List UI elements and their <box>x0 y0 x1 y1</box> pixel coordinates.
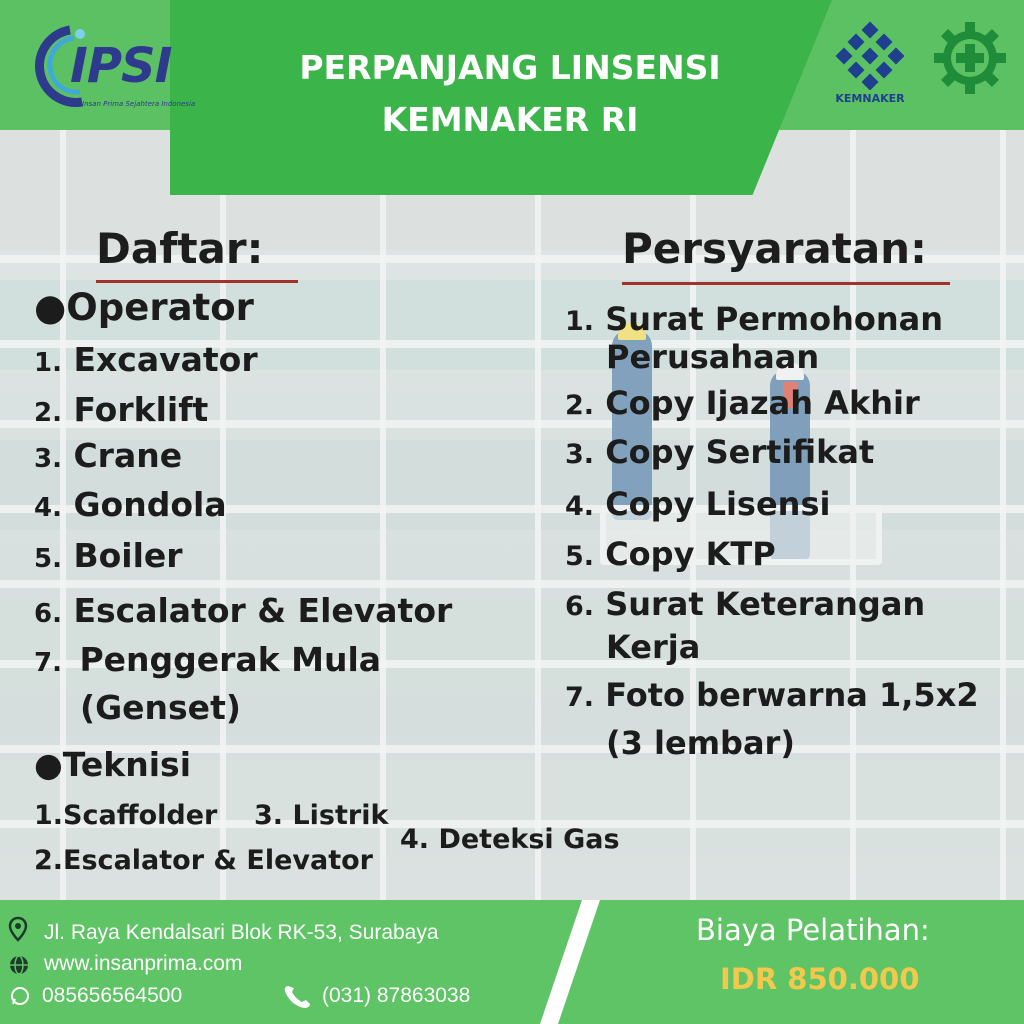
requirement-item-1: 1. Surat Permohonan <box>565 300 944 338</box>
list-item-operator-1: 1. Excavator <box>34 340 258 379</box>
bullet-icon: ● <box>34 286 67 329</box>
list-item-operator-6: 6. Escalator & Elevator <box>34 591 453 630</box>
price-value: IDR 850.000 <box>720 962 920 996</box>
list-item-teknisi-3: 3. Listrik <box>254 800 389 831</box>
teknisi-label: ●Teknisi <box>34 745 192 784</box>
logo-tagline: Insan Prima Sejahtera Indonesia <box>82 100 196 108</box>
kemnaker-logo <box>830 20 910 115</box>
list-item-operator-2: 2. Forklift <box>34 390 209 429</box>
price-label: Biaya Pelatihan: <box>696 913 930 947</box>
requirement-item-3: 3. Copy Sertifikat <box>565 433 875 471</box>
globe-icon <box>8 954 30 976</box>
list-item-teknisi-4: 4. Deteksi Gas <box>400 824 620 855</box>
requirement-item-4: 4. Copy Lisensi <box>565 485 831 523</box>
requirement-item-6-cont: Kerja <box>606 628 701 666</box>
requirement-item-5: 5. Copy KTP <box>565 535 776 573</box>
phone-icon <box>282 982 316 1010</box>
persyaratan-heading: Persyaratan: <box>622 224 927 273</box>
whatsapp-icon <box>10 986 30 1006</box>
list-item-operator-5: 5. Boiler <box>34 536 183 575</box>
phone-number[interactable]: (031) 87863038 <box>322 984 471 1007</box>
title-line-2: KEMNAKER RI <box>381 100 639 139</box>
address-text: Jl. Raya Kendalsari Blok RK-53, Surabaya <box>44 921 439 944</box>
list-item-teknisi-2: 2.Escalator & Elevator <box>34 845 373 876</box>
requirement-item-7-cont: (3 lembar) <box>606 724 795 762</box>
title-line-1: PERPANJANG LINSENSI <box>299 48 721 87</box>
daftar-underline <box>96 280 298 283</box>
whatsapp-number[interactable]: 085656564500 <box>42 984 183 1007</box>
list-item-operator-3: 3. Crane <box>34 436 183 475</box>
kemnaker-emblem-icon <box>830 20 910 90</box>
requirement-item-2: 2. Copy Ijazah Akhir <box>565 384 920 422</box>
requirement-item-1-cont: Perusahaan <box>606 338 820 376</box>
requirement-item-6: 6. Surat Keterangan <box>565 585 926 623</box>
requirement-item-7: 7. Foto berwarna 1,5x2 <box>565 676 979 714</box>
ipsi-logo <box>30 18 210 118</box>
list-item-operator-4: 4. Gondola <box>34 485 227 524</box>
list-item-operator-7: 7. Penggerak Mula <box>34 640 382 679</box>
bullet-icon: ● <box>34 745 63 784</box>
website-link[interactable]: www.insanprima.com <box>44 952 243 975</box>
daftar-heading: Daftar: <box>96 224 264 273</box>
k3-gear-cross-icon <box>930 18 1010 98</box>
list-item-operator-7-cont: (Genset) <box>80 688 241 727</box>
location-pin-icon <box>8 916 28 944</box>
operator-label: ●Operator <box>34 286 254 329</box>
logo-brand-text: IPSI <box>70 38 172 94</box>
page-title <box>210 42 810 146</box>
persyaratan-underline <box>622 282 950 285</box>
kemnaker-label: KEMNAKER <box>835 92 905 105</box>
list-item-teknisi-1: 1.Scaffolder <box>34 800 218 831</box>
